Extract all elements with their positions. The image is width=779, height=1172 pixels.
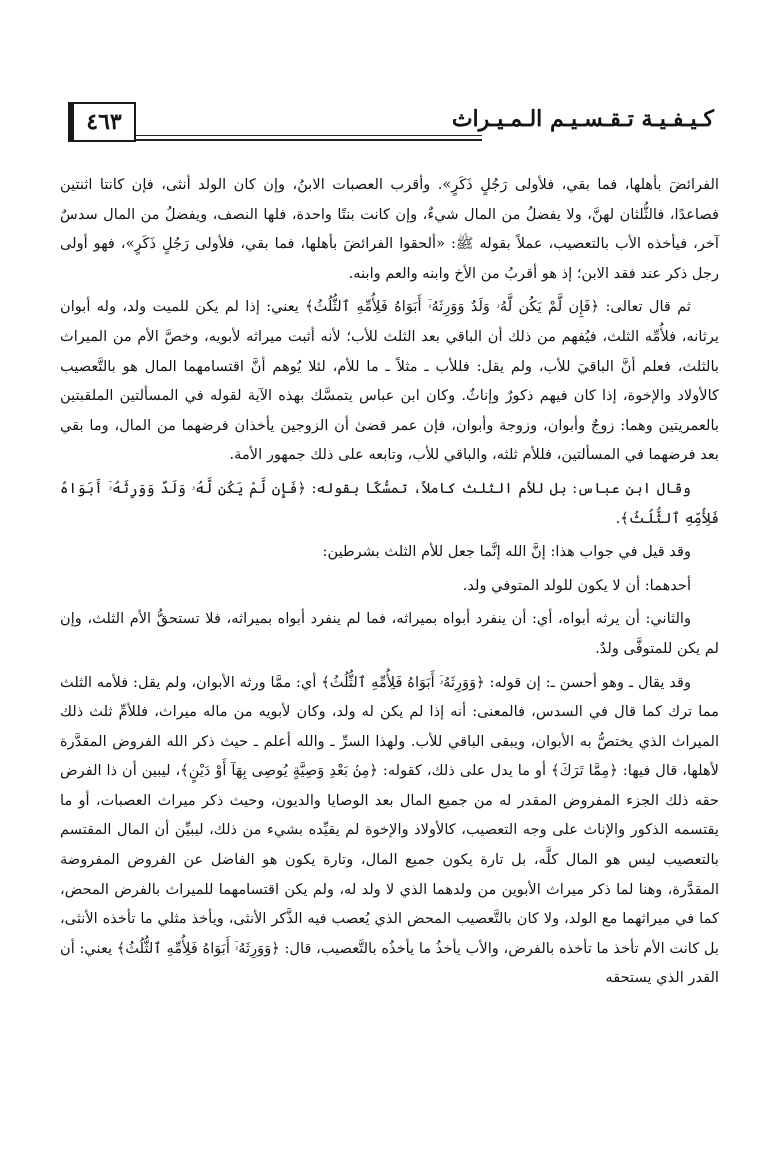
paragraph: ثم قال تعالى: ﴿فَإِن لَّمْ يَكُن لَّهُۥ وَلَدٌ وَوَرِثَهُۥٓ أَبَوَاهُ فَلِأُمِّهِ ٱلثُّلُثُ﴾ يعني: إذا لم يكن للميت ولد، وله أبوان يرثانه، فلأُمِّه الثلث، فيُفهم من ذلك أن الباقي بعد الثلث للأب؛ لأنه أثبت ميراثه لأبويه، وخصَّ الأم من الميراث بالثلث، فعلم أنَّ الباقيَ للأب، ولم يقل: فللأب ـ مثلاً ـ ما للأم، لئلا يُوهم أنَّ اقتسامهما المال هو بالتَّعصيب كالأولاد والإخوة، إذا كان فيهم ذكورٌ وإناثٌ. وكان ابن عباس يتمسَّك بهذه الآية لقوله في المسألتين الملقبتين بالعمريتين وهما: زوجٌ وأبوان، وزوجة وأبوان، فإن عمر قضىٰ أن الزوجين يأخذان فرضهما من المال، وما بقي بعد فرضهما في المسألتين، فللأم ثلثه، والباقي للأب، وتابعه على ذلك جمهور الأمة. [60,298,719,464]
running-header [68,92,714,148]
body-text [60,170,719,993]
paragraph: أحدهما: أن لا يكون للولد المتوفي ولد. [462,576,691,594]
header-rule-thick [136,139,482,141]
paragraph: الفرائضَ بأهلها، فما بقي، فلأولى رَجُلٍ ذَكَرٍ». وأقرب العصبات الابنُ، وإن كان الولد أنثى، فإن كانتا اثنتين فصاعدًا، فالثُّلثان لهنَّ، ولا يفضلُ من المال شيءٌ، وإن كانت بنتًا واحدة، فلها النصف، ويفضلُ من المال سدسٌ آخر، فيأخذه الأب بالتعصيب، عملاً بقوله ﷺ: «ألحقوا الفرائضَ بأهلها، فما بقي، فلأولى رَجُلٍ ذَكَرٍ»، فهو أولى رجل ذكر عند فقد الابن؛ إذ هو أقربُ من الأخ وابنه والعم وابنه. [60,176,719,282]
paragraph: وقال ابن عباس: بل للأم الثلث كاملاً، تمسُّكًا بقوله: ﴿فَإِن لَّمْ يَكُن لَّهُۥ وَلَدٌ وَوَرِثَهُۥٓ أَبَوَاهُ فَلِأُمِّهِ ٱلثُّلُثُ﴾. [60,479,719,527]
paragraph: وقد يقال ـ وهو أحسن ـ: إن قوله: ﴿وَوَرِثَهُۥٓ أَبَوَاهُ فَلِأُمِّهِ ٱلثُّلُثُ﴾ أي: ممَّا ورثه الأبوان، ولم يقل: فلأمه الثلث مما ترك كما قال في السدس، فالمعنى: أنه إذا لم يكن له ولد، وكان لأبويه من ماله ميراث، فللأمِّ ثلث ذلك الميراث الذي يختصُّ به الأبوان، ويبقى الباقي للأب. ولهذا السرِّ ـ والله أعلم ـ حيث ذكر الله الفروض المقدَّرة لأهلها، قال فيها: ﴿مِمَّا تَرَكَ﴾ أو ما يدل على ذلك، كقوله: ﴿مِنۢ بَعْدِ وَصِيَّةٍ يُوصِى بِهَآ أَوْ دَيْنٍ﴾، ليبين أن ذا الفرض حقه ذلك الجزء المفروض المقدر له من جميع المال بعد الوصايا والديون، وحيث ذكر ميراث العصبات، أو ما يقتسمه الذكور والإناث على وجه التعصيب، كالأولاد والإخوة لم يقيِّده بشيء من ذلك، ليبيِّن أن المال المقتسم بالتعصيب ليس هو المال كلَّه، بل تارة يكون جميع المال، وتارة يكون هو الفاضل عن الفروض المفروضة المقدَّرة، وهنا لما ذكر ميراث الأبوين من ولدهما الذي لا ولد له، ولم يكن اقتسامهما للميراث بالفرض المحض، كما في ميراثهما مع الولد، ولا كان بالتَّعصيب المحض الذي يُعصب فيه الذَّكر الأنثى، ويأخذ مثلي ما تأخذه الأنثى، بل كانت الأم تأخذ ما تأخذه بالفرض، والأب يأخذُ ما يأخذُه بالتَّعصيب، قال: ﴿وَوَرِثَهُۥٓ أَبَوَاهُ فَلِأُمِّهِ ٱلثُّلُثُ﴾ يعني: أن القدر الذي يستحقه [60,673,719,987]
paragraph: والثاني: أن يرثه أبواه، أي: أن ينفرد أبواه بميراثه، فما لم ينفرد أبواه بميراثه، فلا تستحقُّ الأم الثلث، وإن لم يكن للمتوفَّى ولدٌ. [60,610,719,657]
header-title: كـيـفـيـة تـقـسـيـم الـمـيـراث [451,106,714,132]
paragraph: وقد قيل في جواب هذا: إنَّ الله إنَّما جعل للأم الثلث بشرطين: [322,543,691,561]
header-rule [136,135,482,136]
page-number: ٤٦٣ [68,102,136,142]
